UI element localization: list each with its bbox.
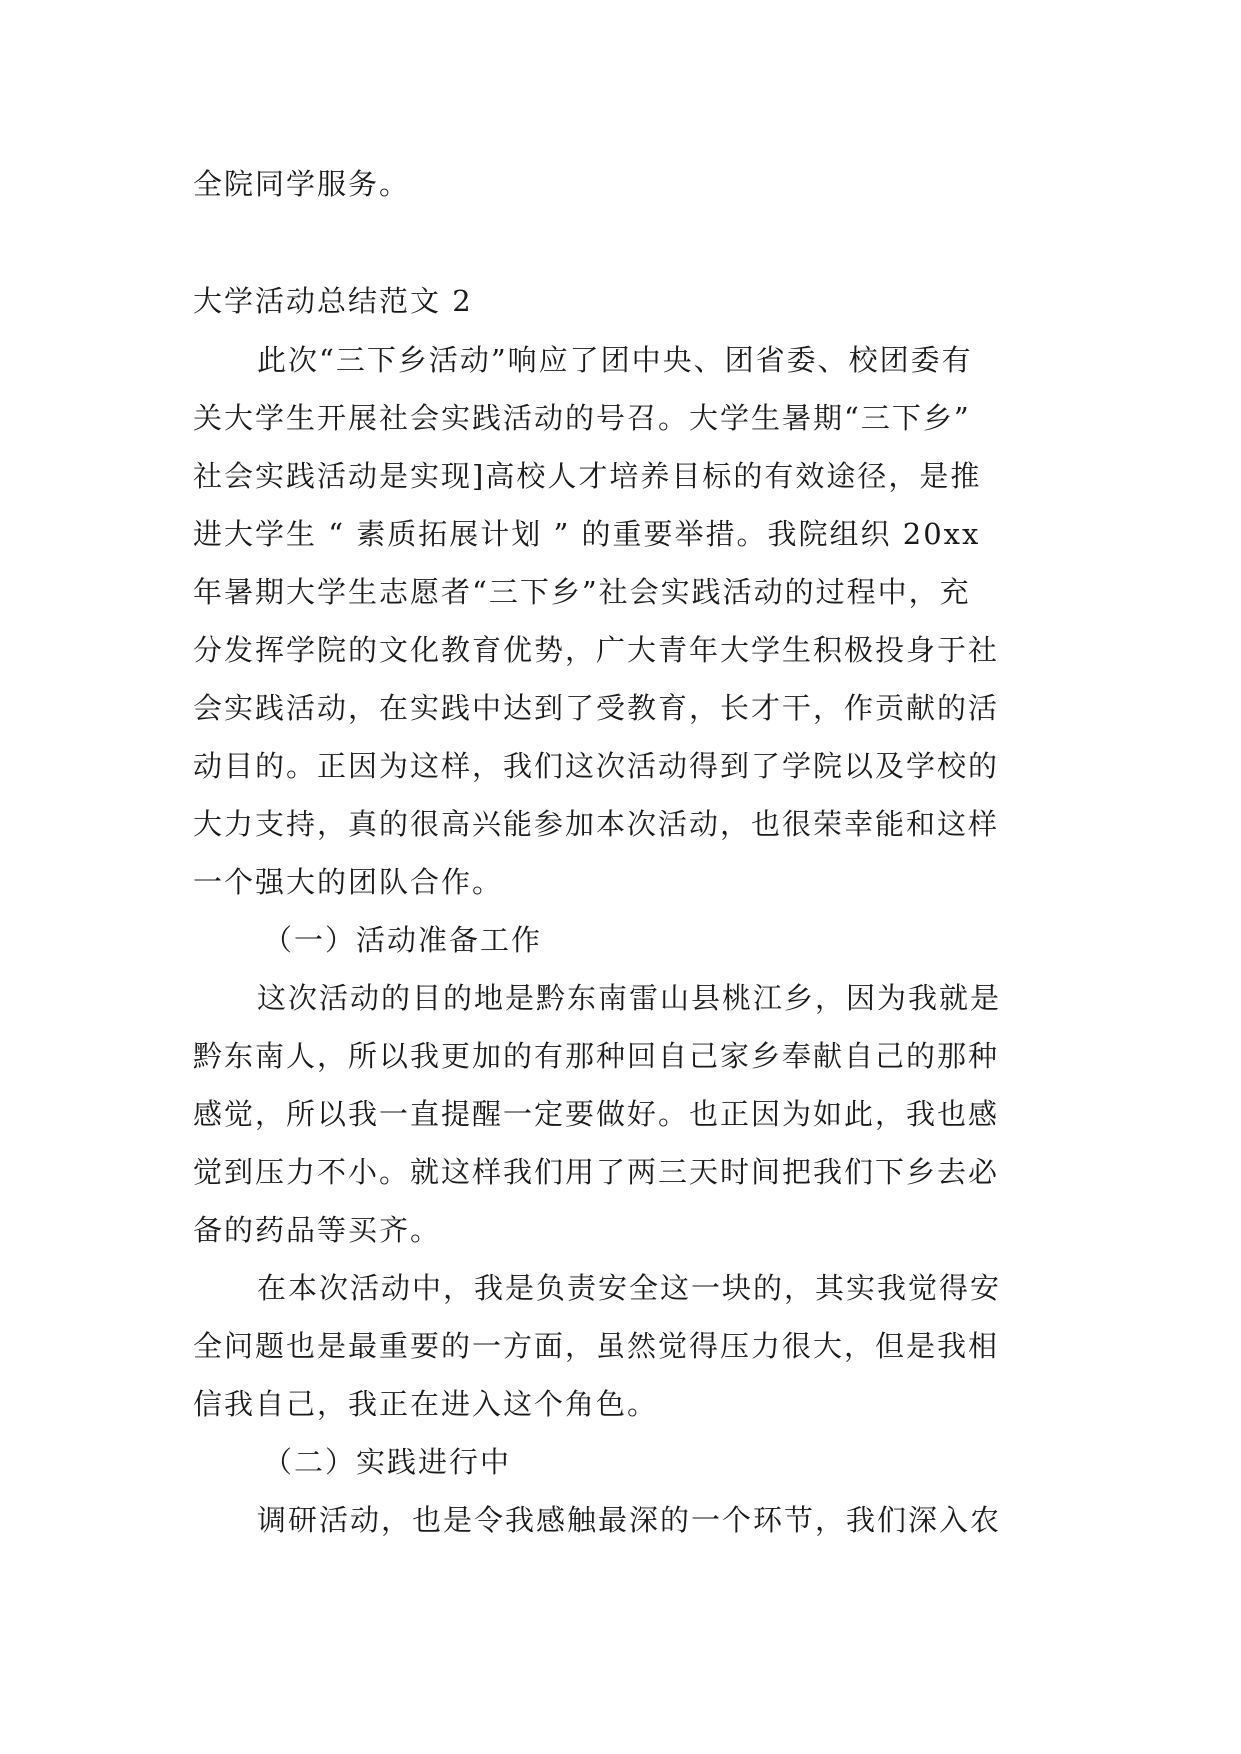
text-line: 进大学生 “ 素质拓展计划 ” 的重要举措。我院组织 20xx xyxy=(193,517,981,551)
text-line: 这次活动的目的地是黔东南雷山县桃江乡，因为我就是 xyxy=(257,981,1002,1015)
text-line: 分发挥学院的文化教育优势，广大青年大学生积极投身于社 xyxy=(193,633,1000,667)
text-line: 感觉，所以我一直提醒一定要做好。也正因为如此，我也感 xyxy=(193,1097,1000,1131)
text-line: 大力支持，真的很高兴能参加本次活动，也很荣幸能和这样 xyxy=(193,807,1000,841)
text-line: 社会实践活动是实现]高校人才培养目标的有效途径，是推 xyxy=(193,459,982,493)
subsection-heading: （一）活动准备工作 xyxy=(263,923,543,957)
text-line: 信我自己，我正在进入这个角色。 xyxy=(193,1387,659,1421)
text-line: 黔东南人，所以我更加的有那种回自己家乡奉献自己的那种 xyxy=(193,1039,1000,1073)
text-line: 会实践活动，在实践中达到了受教育，长才干，作贡献的活 xyxy=(193,691,1000,725)
text-line: 在本次活动中，我是负责安全这一块的，其实我觉得安 xyxy=(257,1271,1002,1305)
text-line: 备的药品等买齐。 xyxy=(193,1213,442,1247)
text-line: 全院同学服务。 xyxy=(193,167,411,201)
text-line: 此次“三下乡活动”响应了团中央、团省委、校团委有 xyxy=(257,343,973,377)
text-line: 全问题也是最重要的一方面，虽然觉得压力很大，但是我相 xyxy=(193,1329,1000,1363)
text-line: 关大学生开展社会实践活动的号召。大学生暑期“三下乡” xyxy=(193,401,971,435)
text-line: 一个强大的团队合作。 xyxy=(193,865,504,899)
text-line: 觉到压力不小。就这样我们用了两三天时间把我们下乡去必 xyxy=(193,1155,1000,1189)
text-line: 调研活动，也是令我感触最深的一个环节，我们深入农 xyxy=(257,1503,1002,1537)
text-line: 动目的。正因为这样，我们这次活动得到了学院以及学校的 xyxy=(193,749,1000,783)
section-title: 大学活动总结范文 2 xyxy=(193,284,473,318)
subsection-heading: （二）实践进行中 xyxy=(263,1445,512,1479)
text-line: 年暑期大学生志愿者“三下乡”社会实践活动的过程中，充 xyxy=(193,575,971,609)
